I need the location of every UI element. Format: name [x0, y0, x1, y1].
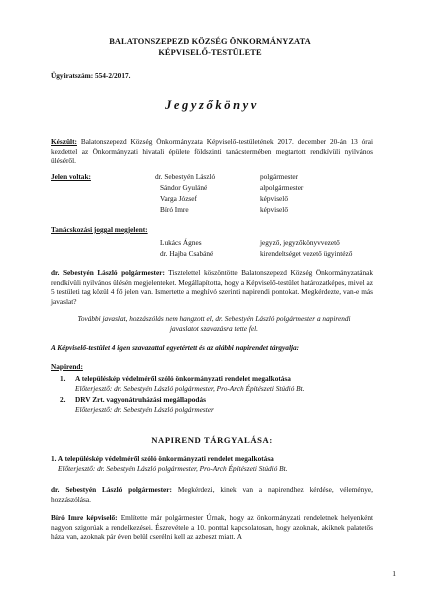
keszult-label: Készült: — [51, 137, 77, 146]
header-line-1: BALATONSZEPEZD KÖZSÉG ÖNKORMÁNYZATA — [109, 37, 311, 46]
agenda-item-2-title: DRV Zrt. vagyonátruházási megállapodás — [75, 395, 206, 404]
item1-presenter: Előterjesztő: dr. Sebestyén László polgármester, Pro-Arch Építészeti Stúdió Bt. — [58, 464, 288, 473]
present-role-1: polgármester — [260, 172, 299, 181]
opening-paragraph — [51, 268, 373, 306]
advisory-name-2: dr. Hajba Csabáné — [160, 249, 214, 258]
present-name-4: Bíró Imre — [160, 205, 189, 214]
decision-line: A Képviselő-testület 4 igen szavazattal egyetértett és az alábbi napirendet tárgyalja: — [51, 343, 300, 352]
document-title: Jegyzőkönyv — [165, 98, 259, 112]
keszult-text: Balatonszepezd Község Önkormányzata Képviselő-testületének 2017. december 20-án 13 órai kezdettel az Önkormányzati hivatali épülete földszinti tanácstermében megtartott rendkívüli nyilvános üléséről. — [51, 137, 373, 166]
biro-paragraph — [51, 513, 373, 542]
biro-text: Említette már polgármester Úrnak, hogy az önkormányzati rendeletnek helyenként nagyon szigorúak a rendelkezései. Észrevétele a 10. ponttal kapcsolatosan, hogy azoknak, akiknek palatetős háza van, azoknak pár éven belül cserélni kell az azbeszt miatt. A — [51, 513, 373, 542]
opening-speaker: dr. Sebestyén László polgármester: — [51, 268, 165, 277]
present-role-3: képviselő — [260, 194, 288, 203]
opening-text: Tisztelettel köszöntötte Balatonszepezd Község Önkormányzatának rendkívüli nyilvános ülésén megjelenteket. Megállapította, hogy a Képviselő-testület határozatképes, mivel az 5 testületi tag közül 4 fő jelen van. Ismertette a meghívó szerinti napirendi pontokat. Megkérdezte, van-e más javaslat? — [51, 268, 373, 306]
file-number: Ügyiratszám: 554-2/2017. — [51, 71, 131, 80]
advisory-name-1: Lukács Ágnes — [160, 238, 202, 247]
agenda-item-2-number: 2. — [60, 395, 66, 404]
present-role-4: képviselő — [260, 205, 288, 214]
item1-title: 1. A településkép védelméről szóló önkormányzati rendelet megalkotása — [51, 454, 274, 463]
agenda-label: Napirend: — [51, 362, 83, 371]
agenda-item-1-title: A településkép védelméről szóló önkormányzati rendelet megalkotása — [75, 374, 291, 383]
present-label: Jelen voltak: — [51, 172, 91, 181]
present-name-3: Varga József — [160, 194, 197, 203]
agenda-item-2-presenter: Előterjesztő: dr. Sebestyén László polgármester — [75, 405, 214, 414]
advisory-role-1: jegyző, jegyzőkönyvvezető — [260, 238, 340, 247]
section-title: NAPIREND TÁRGYALÁSA: — [151, 435, 273, 445]
page-number: 1 — [392, 569, 396, 578]
biro-speaker: Bíró Imre képviselő: — [51, 513, 118, 522]
present-name-2: Sándor Gyuláné — [160, 183, 208, 192]
header-line-2: KÉPVISELŐ-TESTÜLETE — [158, 48, 262, 57]
no-proposal-note: További javaslat, hozzászólás nem hangzott el, dr. Sebestyén László polgármester a napirendi javaslatot szavazásra tette fel. — [77, 314, 351, 333]
mayor-paragraph — [51, 485, 373, 504]
agenda-item-1-presenter: Előterjesztő: dr. Sebestyén László polgármester, Pro-Arch Építészeti Stúdió Bt. — [75, 384, 305, 393]
keszult-paragraph — [51, 137, 373, 166]
mayor-speaker: dr. Sebestyén László polgármester: — [51, 485, 172, 494]
agenda-item-1-number: 1. — [60, 374, 66, 383]
present-name-1: dr. Sebestyén László — [155, 172, 216, 181]
advisory-label: Tanácskozási joggal megjelent: — [51, 225, 148, 234]
mayor-text: Megkérdezi, kinek van a napirendhez kérdése, véleménye, hozzászólása. — [51, 485, 373, 504]
advisory-role-2: kirendeltséget vezető ügyintéző — [260, 249, 353, 258]
present-role-2: alpolgármester — [260, 183, 304, 192]
